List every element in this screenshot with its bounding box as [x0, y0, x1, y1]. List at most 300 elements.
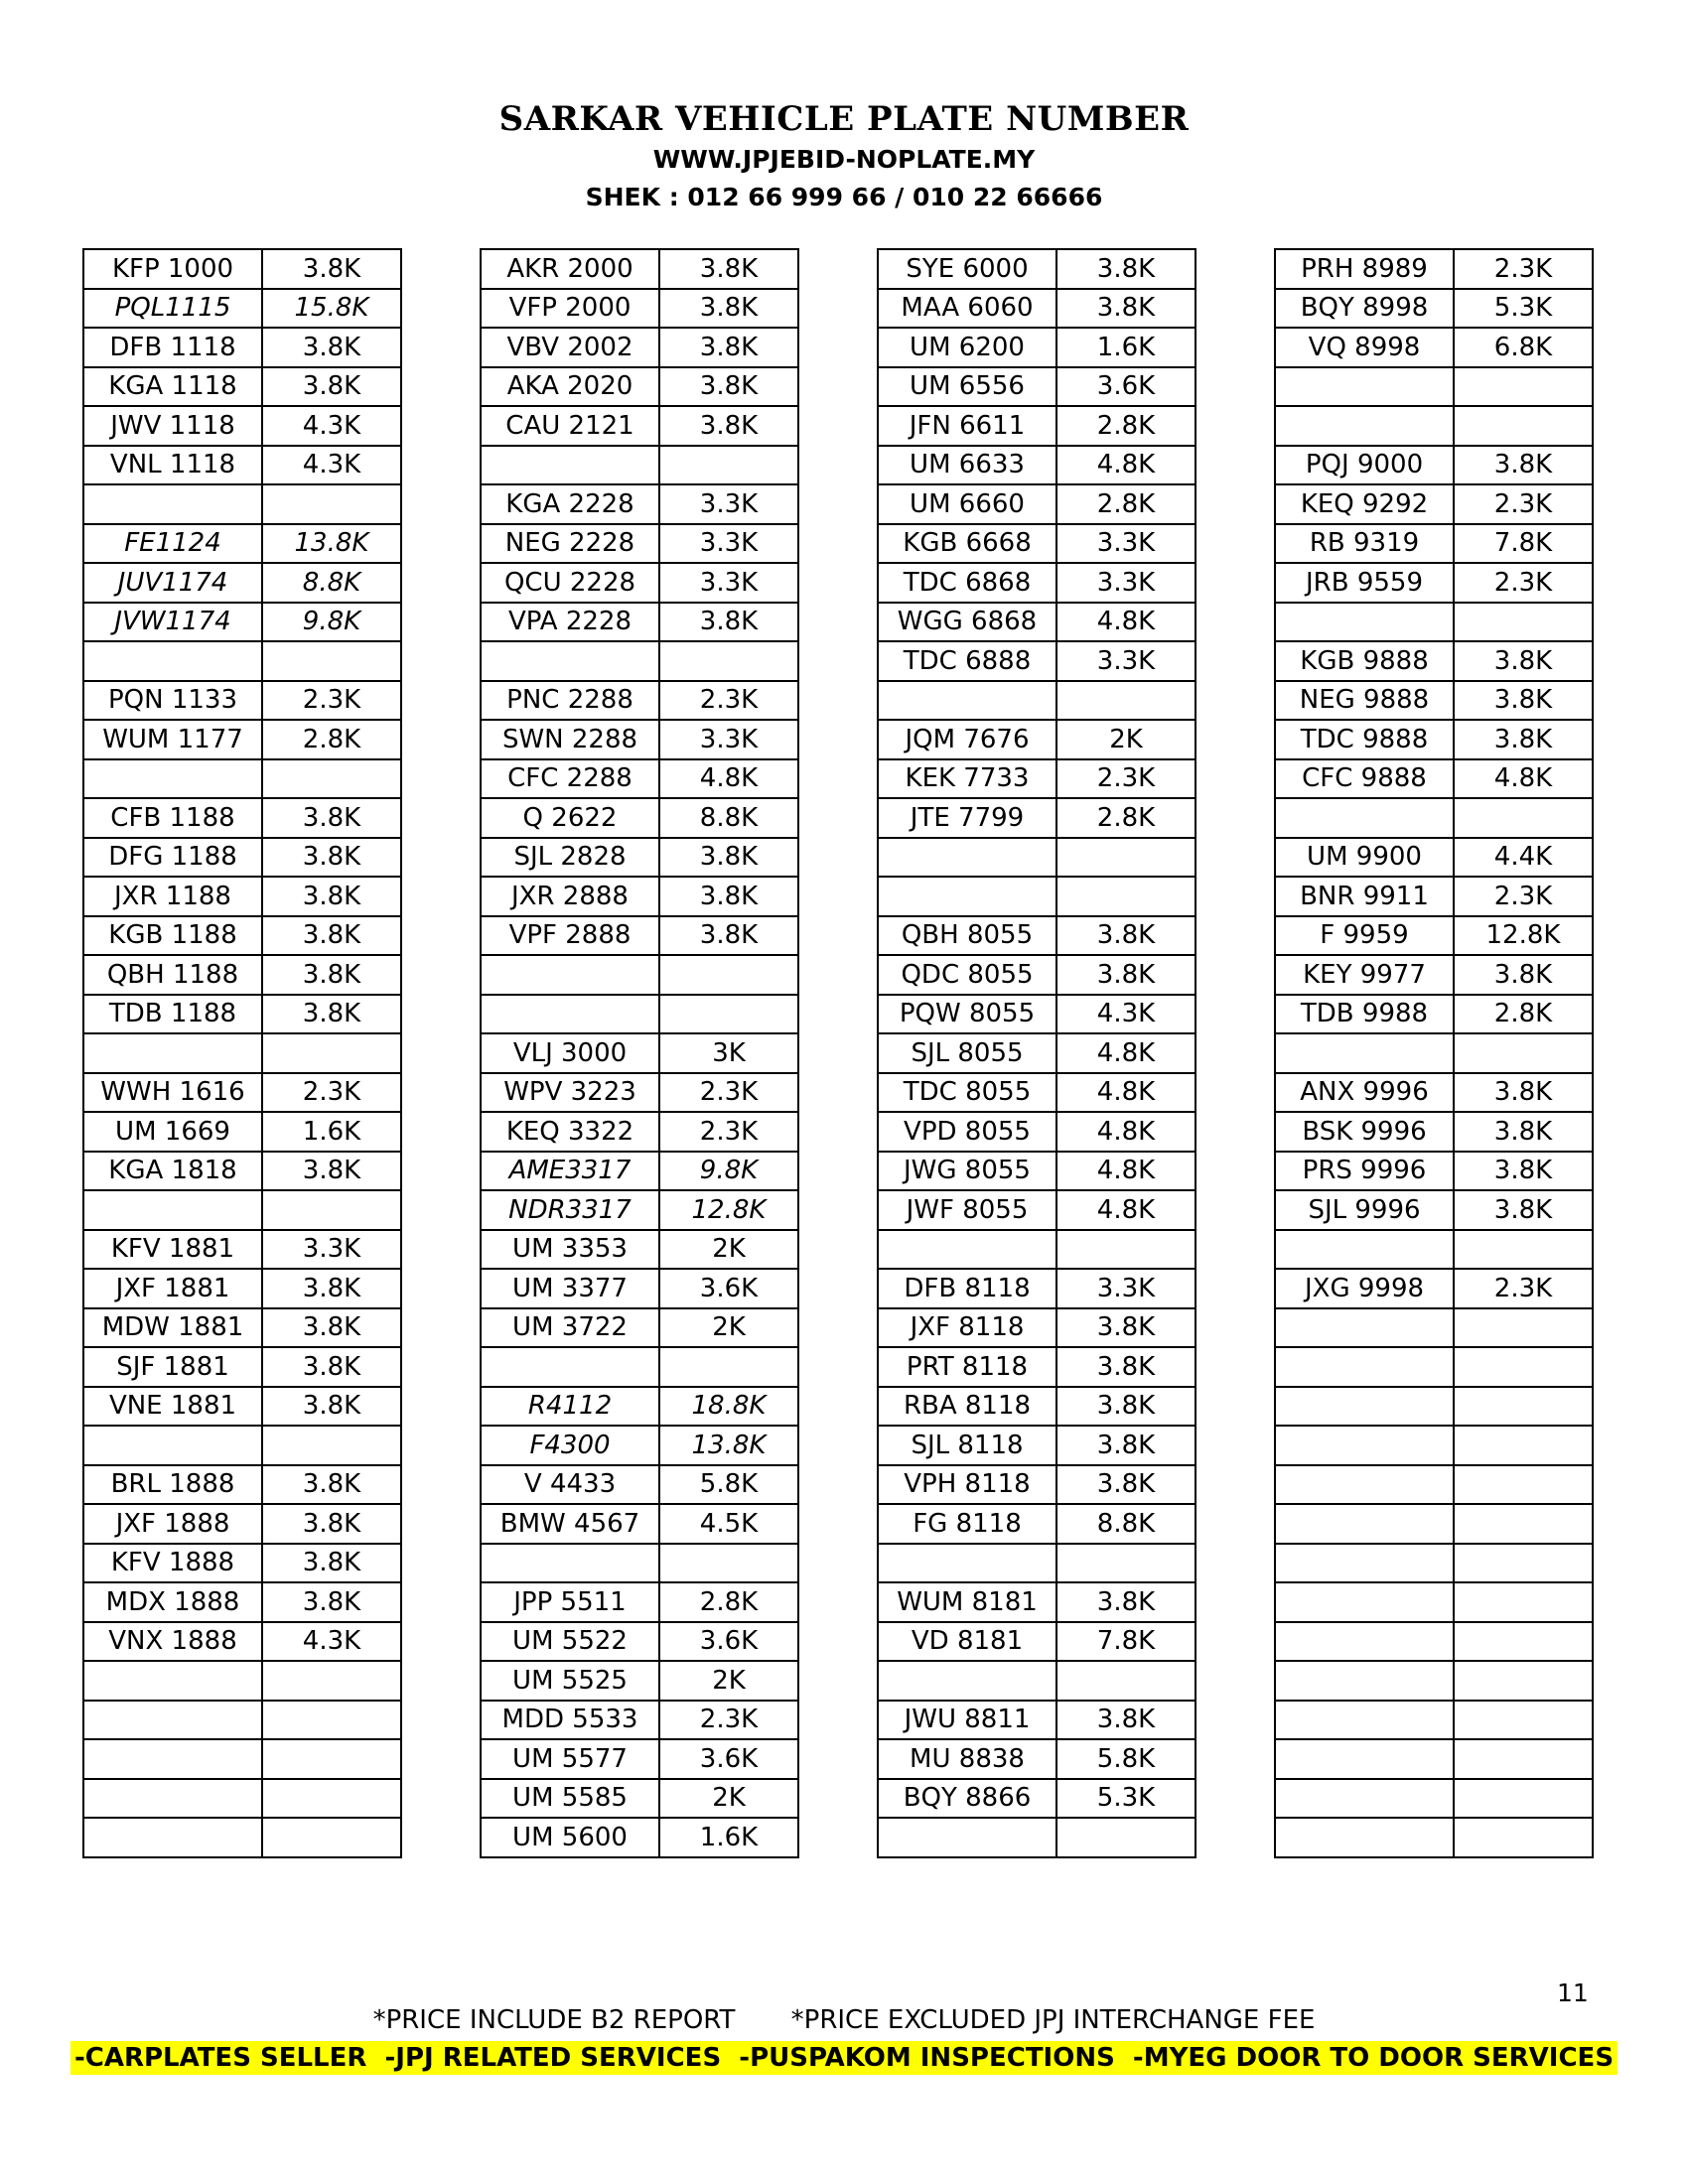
plate-number-cell: JXF 1888: [83, 1504, 262, 1544]
price-cell: [262, 1818, 401, 1857]
plate-number-cell: DFB 8118: [878, 1269, 1056, 1308]
price-cell: 3.8K: [262, 955, 401, 995]
price-cell: 2K: [1056, 720, 1196, 759]
price-cell: 3.6K: [659, 1269, 798, 1308]
plate-tables: [82, 248, 1606, 1938]
table-row: [481, 603, 798, 642]
plate-number-cell: KEQ 3322: [481, 1112, 659, 1152]
price-cell: 13.8K: [659, 1426, 798, 1465]
plate-table-2: [480, 248, 799, 1858]
price-cell: [1056, 1661, 1196, 1701]
table-row: [1275, 1387, 1593, 1427]
price-cell: 3.8K: [1454, 720, 1593, 759]
table-row: [481, 1779, 798, 1819]
plate-number-cell: [83, 1818, 262, 1857]
page-number: 11: [1557, 1979, 1589, 2007]
table-row: [83, 406, 401, 446]
plate-number-cell: [878, 838, 1056, 878]
price-cell: [1454, 603, 1593, 642]
price-cell: [1454, 1739, 1593, 1779]
table-row: [481, 1033, 798, 1073]
price-cell: 3.8K: [1056, 1426, 1196, 1465]
price-cell: [1454, 367, 1593, 407]
table-row: [1275, 759, 1593, 799]
price-cell: 1.6K: [262, 1112, 401, 1152]
plate-number-cell: [878, 681, 1056, 721]
plate-number-cell: SJL 8055: [878, 1033, 1056, 1073]
plate-number-cell: WWH 1616: [83, 1073, 262, 1113]
price-cell: 4.8K: [1056, 1190, 1196, 1230]
table-row: [481, 328, 798, 367]
plate-number-cell: KGB 6668: [878, 524, 1056, 564]
table-row: [83, 798, 401, 838]
plate-number-cell: KGA 2228: [481, 484, 659, 524]
plate-number-cell: QDC 8055: [878, 955, 1056, 995]
plate-number-cell: [1275, 1818, 1454, 1857]
plate-number-cell: KFV 1881: [83, 1230, 262, 1270]
table-row: [481, 446, 798, 485]
table-row: [878, 1661, 1196, 1701]
plate-number-cell: NDR3317: [481, 1190, 659, 1230]
price-cell: 2.8K: [659, 1582, 798, 1622]
table-row: [878, 1073, 1196, 1113]
plate-number-cell: WUM 8181: [878, 1582, 1056, 1622]
price-cell: 3.8K: [262, 798, 401, 838]
table-row: [878, 1308, 1196, 1348]
table-row: [1275, 1582, 1593, 1622]
price-cell: 3.8K: [262, 1152, 401, 1191]
price-cell: 9.8K: [659, 1152, 798, 1191]
plate-number-cell: QBH 8055: [878, 916, 1056, 956]
plate-number-cell: [481, 1544, 659, 1583]
plate-number-cell: VNL 1118: [83, 446, 262, 485]
plate-number-cell: RBA 8118: [878, 1387, 1056, 1427]
price-cell: 3.3K: [659, 720, 798, 759]
table-row: [878, 1190, 1196, 1230]
table-row: [1275, 1152, 1593, 1191]
plate-number-cell: JXG 9998: [1275, 1269, 1454, 1308]
table-row: [878, 1387, 1196, 1427]
plate-number-cell: PRS 9996: [1275, 1152, 1454, 1191]
table-row: [83, 1347, 401, 1387]
plate-number-cell: PQN 1133: [83, 681, 262, 721]
price-cell: 2.3K: [1454, 877, 1593, 916]
price-cell: 3.8K: [1056, 1701, 1196, 1740]
table-row: [1275, 406, 1593, 446]
price-cell: 3.8K: [1454, 641, 1593, 681]
table-row: [481, 877, 798, 916]
table-row: [83, 681, 401, 721]
price-cell: [1454, 1465, 1593, 1505]
price-cell: 12.8K: [1454, 916, 1593, 956]
table-row: [1275, 524, 1593, 564]
table-row: [83, 1779, 401, 1819]
table-row: [83, 1661, 401, 1701]
price-cell: 3.8K: [659, 289, 798, 329]
table-row: [83, 1701, 401, 1740]
plate-number-cell: [83, 1779, 262, 1819]
table-row: [481, 838, 798, 878]
table-row: [83, 1112, 401, 1152]
price-cell: 3.3K: [659, 524, 798, 564]
plate-number-cell: KEQ 9292: [1275, 484, 1454, 524]
table-row: [481, 995, 798, 1034]
plate-number-cell: TDC 9888: [1275, 720, 1454, 759]
table-row: [481, 484, 798, 524]
plate-number-cell: VLJ 3000: [481, 1033, 659, 1073]
plate-number-cell: MAA 6060: [878, 289, 1056, 329]
plate-number-cell: VPH 8118: [878, 1465, 1056, 1505]
price-cell: [262, 1701, 401, 1740]
price-cell: [262, 1779, 401, 1819]
table-row: [878, 798, 1196, 838]
table-row: [481, 406, 798, 446]
plate-number-cell: CFB 1188: [83, 798, 262, 838]
price-cell: 3.3K: [1056, 524, 1196, 564]
table-row: [481, 1190, 798, 1230]
table-row: [878, 995, 1196, 1034]
plate-number-cell: SYE 6000: [878, 249, 1056, 289]
price-cell: 4.8K: [1056, 1033, 1196, 1073]
price-note-jpj: *PRICE EXCLUDED JPJ INTERCHANGE FEE: [790, 2005, 1316, 2035]
table-row: [83, 484, 401, 524]
table-row: [878, 955, 1196, 995]
plate-number-cell: [83, 759, 262, 799]
price-cell: 3.8K: [659, 406, 798, 446]
price-cell: 2.3K: [1056, 759, 1196, 799]
price-cell: 2.3K: [1454, 563, 1593, 603]
plate-number-cell: TDC 6868: [878, 563, 1056, 603]
table-row: [878, 1465, 1196, 1505]
table-row: [1275, 328, 1593, 367]
table-row: [83, 367, 401, 407]
plate-number-cell: [1275, 367, 1454, 407]
price-cell: [659, 446, 798, 485]
plate-number-cell: PQW 8055: [878, 995, 1056, 1034]
price-cell: [1454, 406, 1593, 446]
plate-number-cell: UM 6660: [878, 484, 1056, 524]
price-cell: 2.3K: [262, 681, 401, 721]
plate-number-cell: SJL 8118: [878, 1426, 1056, 1465]
plate-number-cell: VPD 8055: [878, 1112, 1056, 1152]
price-cell: 3K: [659, 1033, 798, 1073]
services-banner: [0, 2041, 1688, 2075]
table-row: [481, 916, 798, 956]
price-cell: 8.8K: [262, 563, 401, 603]
price-cell: [1454, 1544, 1593, 1583]
plate-number-cell: VNE 1881: [83, 1387, 262, 1427]
table-row: [83, 1387, 401, 1427]
plate-number-cell: JQM 7676: [878, 720, 1056, 759]
plate-number-cell: PRT 8118: [878, 1347, 1056, 1387]
table-row: [481, 759, 798, 799]
table-row: [83, 720, 401, 759]
table-row: [1275, 1073, 1593, 1113]
table-row: [1275, 446, 1593, 485]
plate-number-cell: UM 6633: [878, 446, 1056, 485]
price-cell: 3.8K: [262, 1269, 401, 1308]
table-row: [481, 367, 798, 407]
table-row: [481, 641, 798, 681]
price-cell: 3.8K: [1454, 1112, 1593, 1152]
plate-number-cell: [878, 1230, 1056, 1270]
plate-number-cell: VPA 2228: [481, 603, 659, 642]
price-cell: 3.6K: [659, 1622, 798, 1662]
plate-number-cell: [1275, 1230, 1454, 1270]
plate-number-cell: TDC 8055: [878, 1073, 1056, 1113]
table-row: [878, 1582, 1196, 1622]
table-row: [878, 328, 1196, 367]
table-row: [83, 1818, 401, 1857]
plate-number-cell: [1275, 1426, 1454, 1465]
plate-number-cell: [1275, 1465, 1454, 1505]
plate-number-cell: UM 5585: [481, 1779, 659, 1819]
plate-number-cell: SJF 1881: [83, 1347, 262, 1387]
plate-number-cell: JWU 8811: [878, 1701, 1056, 1740]
price-cell: 3.8K: [659, 328, 798, 367]
price-cell: 3.8K: [1056, 289, 1196, 329]
table-row: [1275, 1818, 1593, 1857]
price-cell: [659, 955, 798, 995]
price-cell: 2.8K: [1056, 798, 1196, 838]
table-row: [1275, 1779, 1593, 1819]
table-row: [878, 524, 1196, 564]
plate-number-cell: [83, 1033, 262, 1073]
table-row: [1275, 798, 1593, 838]
price-cell: 4.8K: [1056, 1152, 1196, 1191]
plate-number-cell: UM 9900: [1275, 838, 1454, 878]
plate-number-cell: MDD 5533: [481, 1701, 659, 1740]
plate-number-cell: VNX 1888: [83, 1622, 262, 1662]
price-cell: [262, 1739, 401, 1779]
table-row: [878, 289, 1196, 329]
plate-number-cell: FG 8118: [878, 1504, 1056, 1544]
table-row: [878, 759, 1196, 799]
table-row: [878, 877, 1196, 916]
plate-number-cell: UM 5525: [481, 1661, 659, 1701]
price-cell: 3.8K: [262, 328, 401, 367]
table-row: [83, 1230, 401, 1270]
price-cell: 8.8K: [659, 798, 798, 838]
plate-number-cell: VFP 2000: [481, 289, 659, 329]
price-cell: 2K: [659, 1661, 798, 1701]
plate-number-cell: BQY 8998: [1275, 289, 1454, 329]
price-cell: 2.8K: [262, 720, 401, 759]
price-cell: [1454, 1818, 1593, 1857]
table-row: [878, 1426, 1196, 1465]
price-cell: 4.3K: [262, 1622, 401, 1662]
table-row: [1275, 1544, 1593, 1583]
price-cell: 4.8K: [1056, 1112, 1196, 1152]
price-cell: 3.8K: [1454, 1073, 1593, 1113]
price-cell: [1056, 1818, 1196, 1857]
price-cell: 5.3K: [1056, 1779, 1196, 1819]
plate-number-cell: JXF 8118: [878, 1308, 1056, 1348]
table-row: [83, 838, 401, 878]
table-row: [83, 1308, 401, 1348]
price-cell: 3.8K: [1454, 955, 1593, 995]
price-cell: 2K: [659, 1308, 798, 1348]
price-cell: 2.3K: [659, 681, 798, 721]
plate-number-cell: [878, 1661, 1056, 1701]
price-cell: 3.8K: [1056, 1308, 1196, 1348]
price-cell: 3.8K: [262, 1347, 401, 1387]
price-cell: 3.8K: [659, 838, 798, 878]
plate-number-cell: NEG 2228: [481, 524, 659, 564]
table-row: [481, 249, 798, 289]
price-cell: 3.8K: [262, 249, 401, 289]
table-row: [878, 406, 1196, 446]
price-cell: 4.8K: [1454, 759, 1593, 799]
price-cell: 3.8K: [1056, 1387, 1196, 1427]
plate-number-cell: JXF 1881: [83, 1269, 262, 1308]
price-cell: 5.3K: [1454, 289, 1593, 329]
table-row: [83, 289, 401, 329]
price-cell: 4.4K: [1454, 838, 1593, 878]
plate-number-cell: JTE 7799: [878, 798, 1056, 838]
plate-number-cell: WPV 3223: [481, 1073, 659, 1113]
price-cell: [1454, 1779, 1593, 1819]
price-cell: 2.3K: [659, 1701, 798, 1740]
plate-number-cell: SJL 9996: [1275, 1190, 1454, 1230]
plate-number-cell: [1275, 1739, 1454, 1779]
price-cell: 12.8K: [659, 1190, 798, 1230]
table-row: [481, 1582, 798, 1622]
price-cell: [262, 1033, 401, 1073]
plate-number-cell: UM 3377: [481, 1269, 659, 1308]
plate-number-cell: [481, 995, 659, 1034]
plate-number-cell: [878, 877, 1056, 916]
table-row: [83, 1504, 401, 1544]
table-row: [83, 955, 401, 995]
plate-number-cell: BNR 9911: [1275, 877, 1454, 916]
plate-number-cell: UM 6556: [878, 367, 1056, 407]
table-row: [83, 1033, 401, 1073]
plate-number-cell: [1275, 1387, 1454, 1427]
table-row: [481, 1504, 798, 1544]
table-row: [481, 1818, 798, 1857]
table-row: [1275, 1347, 1593, 1387]
table-row: [481, 1465, 798, 1505]
table-row: [1275, 1426, 1593, 1465]
table-row: [83, 1465, 401, 1505]
plate-number-cell: JUV1174: [83, 563, 262, 603]
table-row: [1275, 1701, 1593, 1740]
price-cell: 2.8K: [1056, 484, 1196, 524]
plate-number-cell: AKA 2020: [481, 367, 659, 407]
plate-number-cell: UM 5522: [481, 1622, 659, 1662]
table-row: [481, 1308, 798, 1348]
table-row: [878, 1818, 1196, 1857]
price-cell: 3.3K: [1056, 563, 1196, 603]
plate-number-cell: PRH 8989: [1275, 249, 1454, 289]
table-row: [83, 916, 401, 956]
plate-number-cell: [481, 641, 659, 681]
table-row: [878, 563, 1196, 603]
plate-number-cell: [83, 1661, 262, 1701]
price-cell: 4.5K: [659, 1504, 798, 1544]
table-row: [83, 563, 401, 603]
table-row: [83, 1739, 401, 1779]
table-row: [481, 1112, 798, 1152]
table-row: [481, 1661, 798, 1701]
table-row: [83, 1544, 401, 1583]
table-row: [1275, 955, 1593, 995]
table-row: [1275, 681, 1593, 721]
table-row: [481, 1269, 798, 1308]
table-row: [878, 1152, 1196, 1191]
price-cell: 4.3K: [262, 446, 401, 485]
price-cell: 2K: [659, 1230, 798, 1270]
price-cell: 4.8K: [1056, 446, 1196, 485]
plate-number-cell: NEG 9888: [1275, 681, 1454, 721]
table-row: [878, 1504, 1196, 1544]
table-row: [878, 603, 1196, 642]
plate-number-cell: [878, 1544, 1056, 1583]
plate-table-1: [82, 248, 402, 1858]
price-cell: 2.3K: [262, 1073, 401, 1113]
price-cell: 3.8K: [262, 1387, 401, 1427]
price-cell: 3.3K: [659, 484, 798, 524]
table-row: [1275, 1190, 1593, 1230]
price-cell: 3.8K: [1454, 1190, 1593, 1230]
price-cell: 9.8K: [262, 603, 401, 642]
price-cell: [1056, 1544, 1196, 1583]
plate-number-cell: CFC 2288: [481, 759, 659, 799]
table-row: [83, 877, 401, 916]
price-cell: 3.8K: [262, 995, 401, 1034]
table-row: [878, 1779, 1196, 1819]
plate-number-cell: AKR 2000: [481, 249, 659, 289]
table-row: [481, 1230, 798, 1270]
plate-table-3: [877, 248, 1196, 1858]
table-row: [878, 1112, 1196, 1152]
price-cell: [1454, 1661, 1593, 1701]
price-cell: 3.8K: [1056, 249, 1196, 289]
plate-number-cell: FE1124: [83, 524, 262, 564]
price-cell: 2.8K: [1454, 995, 1593, 1034]
table-row: [83, 1152, 401, 1191]
price-cell: 4.8K: [1056, 1073, 1196, 1113]
plate-number-cell: BMW 4567: [481, 1504, 659, 1544]
price-cell: 3.3K: [659, 563, 798, 603]
price-cell: [1056, 877, 1196, 916]
price-cell: 2.3K: [1454, 249, 1593, 289]
table-row: [1275, 720, 1593, 759]
price-cell: 4.8K: [1056, 603, 1196, 642]
plate-number-cell: [1275, 1544, 1454, 1583]
plate-number-cell: UM 5577: [481, 1739, 659, 1779]
page-header: [0, 97, 1688, 216]
table-row: [1275, 1033, 1593, 1073]
plate-number-cell: [1275, 406, 1454, 446]
plate-number-cell: F 9959: [1275, 916, 1454, 956]
plate-number-cell: JFN 6611: [878, 406, 1056, 446]
plate-number-cell: Q 2622: [481, 798, 659, 838]
plate-number-cell: [83, 1190, 262, 1230]
plate-number-cell: F4300: [481, 1426, 659, 1465]
table-row: [83, 1426, 401, 1465]
price-cell: 3.8K: [659, 367, 798, 407]
contact-line: SHEK : 012 66 999 66 / 010 22 66666: [585, 183, 1103, 211]
plate-number-cell: [83, 1701, 262, 1740]
price-cell: 3.8K: [262, 1465, 401, 1505]
price-cell: [1454, 1347, 1593, 1387]
price-cell: 2.3K: [659, 1112, 798, 1152]
price-note-b2: *PRICE INCLUDE B2 REPORT: [372, 2005, 736, 2035]
price-cell: 3.8K: [1056, 955, 1196, 995]
plate-number-cell: [1275, 1308, 1454, 1348]
